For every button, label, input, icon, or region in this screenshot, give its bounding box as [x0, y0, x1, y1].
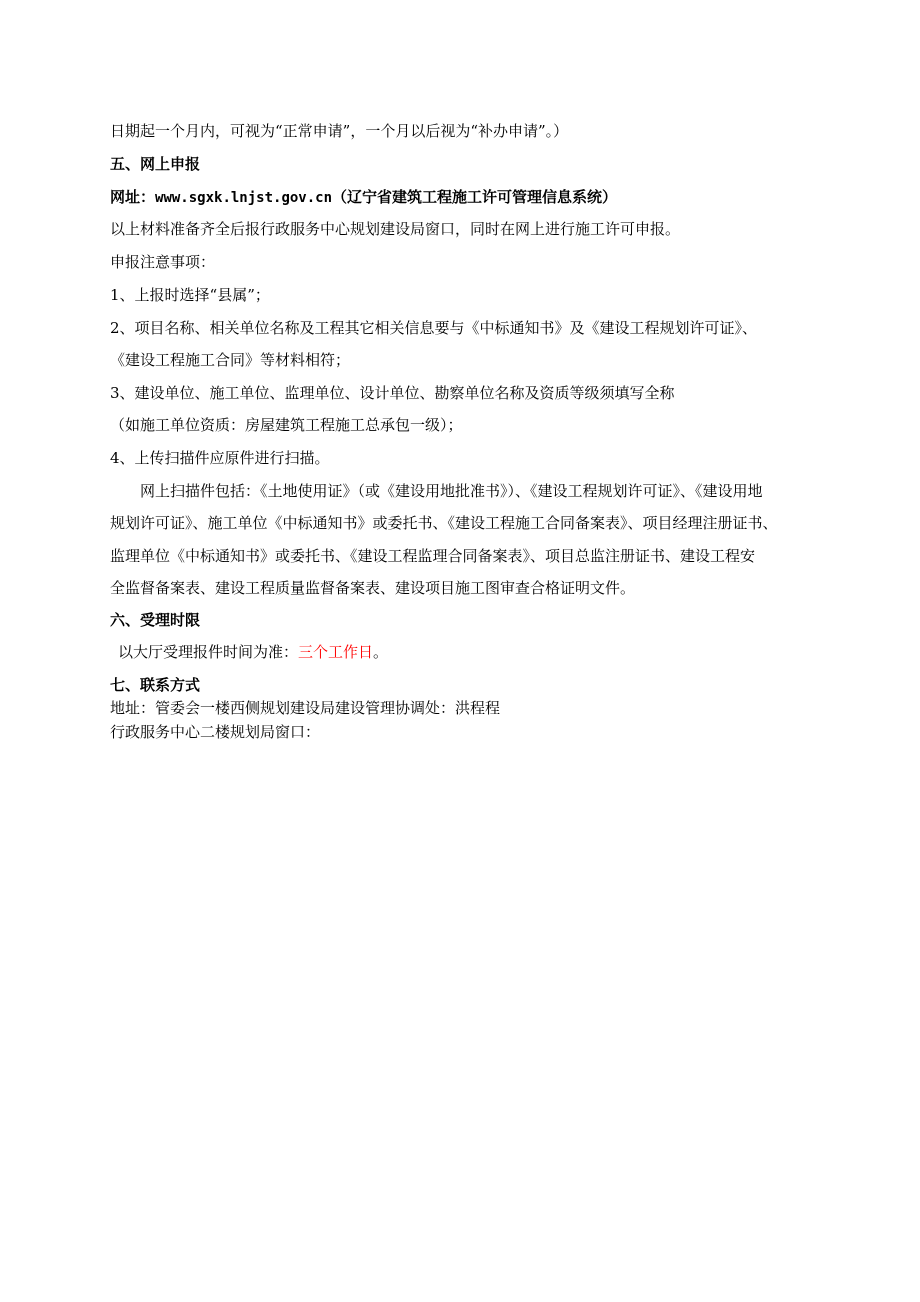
notes-heading: 申报注意事项：: [110, 253, 216, 271]
note-2-line-1: 2、项目名称、相关单位名称及工程其它相关信息要与《中标通知书》及《建设工程规划许可证》、: [110, 319, 758, 337]
url-label: 网址：: [110, 188, 156, 206]
contact-address: 地址：管委会一楼西侧规划建设局建设管理协调处：洪程程: [110, 699, 501, 717]
note-3-line-2: （如施工单位资质：房屋建筑工程施工总承包一级）；: [110, 416, 463, 434]
intro-line: 日期起一个月内，可视为“正常申请”，一个月以后视为“补办申请”。）: [110, 122, 569, 140]
url-line: [110, 187, 617, 208]
section6-body: [118, 642, 388, 662]
deadline-suffix: 。: [373, 643, 389, 661]
scan-list-line-1: 网上扫描件包括：《土地使用证》（或《建设用地批准书》）、《建设工程规划许可证》、《建设用地: [140, 482, 763, 500]
note-4: 4、上传扫描件应原件进行扫描。: [110, 449, 330, 467]
scan-list-line-3: 监理单位《中标通知书》或委托书、《建设工程监理合同备案表》、项目总监注册证书、建设工程安: [110, 547, 756, 565]
scan-list-line-2: 规划许可证》、施工单位《中标通知书》或委托书、《建设工程施工合同备案表》、项目经理注册证书、: [110, 514, 778, 532]
section6-heading: 六、受理时限: [110, 611, 201, 629]
contact-window: 行政服务中心二楼规划局窗口：: [110, 723, 321, 741]
url-link[interactable]: www.sgxk.lnjst.gov.cn: [155, 190, 333, 206]
deadline-prefix: 以大厅受理报件时间为准：: [118, 643, 299, 661]
url-note: （辽宁省建筑工程施工许可管理信息系统）: [332, 188, 618, 206]
note-1: 1、上报时选择“县属”；: [110, 286, 270, 304]
note-3-line-1: 3、建设单位、施工单位、监理单位、设计单位、勘察单位名称及资质等级须填写全称: [110, 384, 675, 402]
section7-heading: 七、联系方式: [110, 676, 201, 694]
scan-list-line-4: 全监督备案表、建设工程质量监督备案表、建设项目施工图审查合格证明文件。: [110, 579, 636, 597]
section5-body: 以上材料准备齐全后报行政服务中心规划建设局窗口，同时在网上进行施工许可申报。: [110, 220, 681, 238]
section5-heading: 五、网上申报: [110, 155, 201, 173]
deadline-highlight: 三个工作日: [298, 643, 374, 661]
note-2-line-2: 《建设工程施工合同》等材料相符；: [110, 351, 351, 369]
